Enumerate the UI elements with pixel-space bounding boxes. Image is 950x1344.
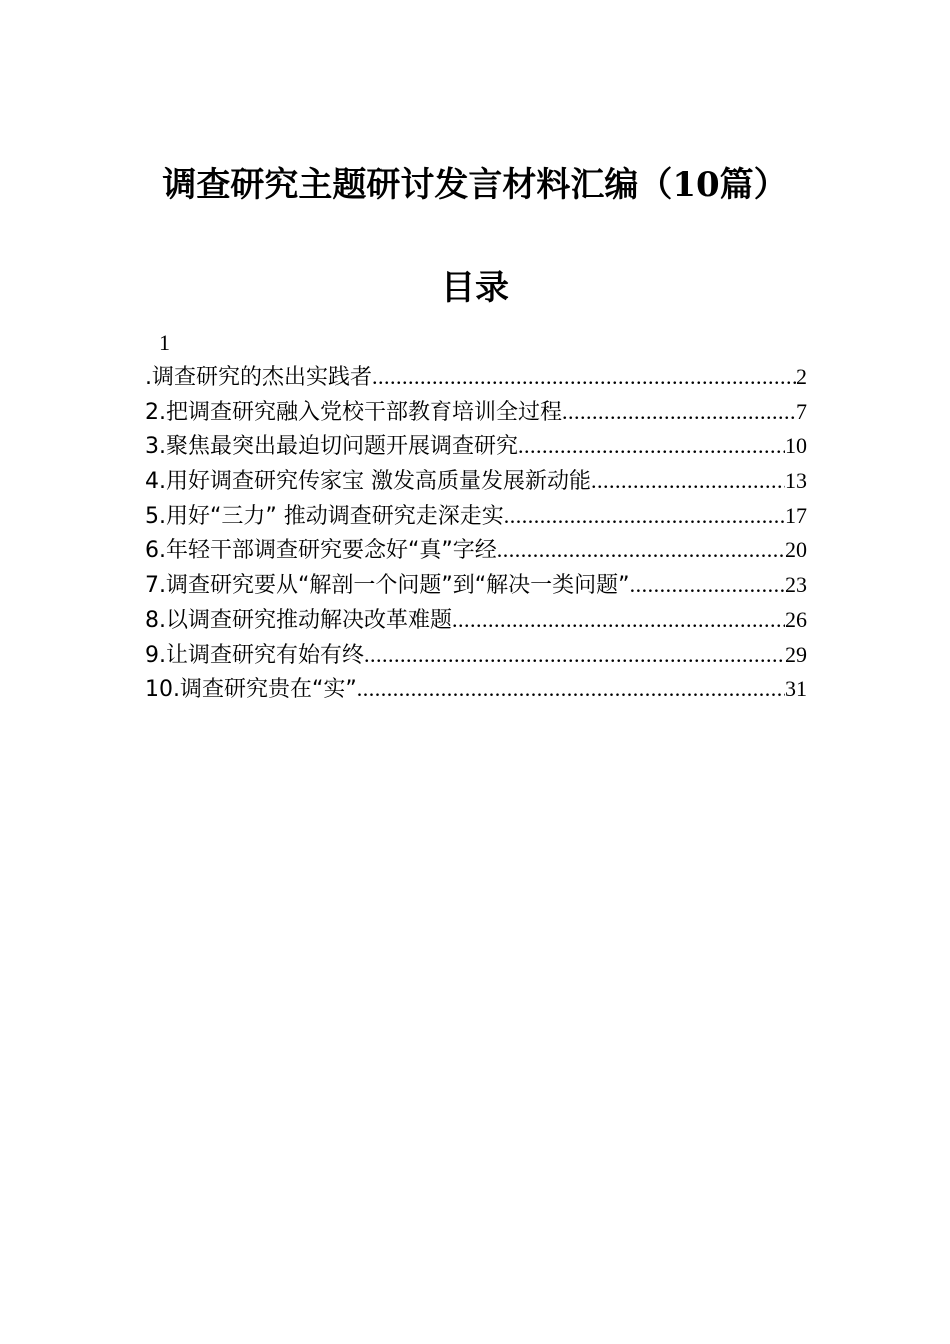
toc-entry-title: 2.把调查研究融入党校干部教育培训全过程 — [145, 399, 562, 425]
toc-entry-title: 7.调查研究要从“解剖一个问题”到“解决一类问题” — [145, 573, 630, 599]
toc-entry-title: 6.年轻干部调查研究要念好“真”字经 — [145, 538, 497, 564]
toc-entry-page: 2 — [796, 364, 807, 389]
toc-entry-title: 4.用好调查研究传家宝 激发高质量发展新动能 — [145, 469, 591, 495]
toc-leader-dots — [357, 672, 785, 707]
toc-entry[interactable] — [145, 395, 807, 430]
toc-leader-dots — [364, 638, 785, 673]
toc-entry-page: 17 — [785, 502, 807, 528]
toc-entry-page: 26 — [785, 606, 807, 632]
toc-leader-dots — [497, 533, 785, 568]
toc-entry-page: 7 — [796, 398, 807, 424]
toc-entry-title: 8.以调查研究推动解决改革难题 — [145, 607, 452, 633]
table-of-contents — [145, 326, 807, 707]
toc-leader-dots — [591, 464, 785, 499]
toc-leader-dots — [630, 568, 785, 603]
toc-leader-dots — [452, 603, 785, 638]
toc-entry-page: 10 — [785, 433, 807, 459]
toc-entry[interactable] — [145, 533, 807, 568]
toc-first-item-number: 1 — [159, 330, 170, 355]
toc-leader-dots — [504, 499, 785, 534]
toc-entry-page: 29 — [785, 641, 807, 667]
toc-entry[interactable] — [145, 360, 807, 395]
toc-entry[interactable] — [145, 429, 807, 464]
toc-entry-page: 13 — [785, 468, 807, 494]
toc-leader-dots — [372, 360, 796, 395]
toc-entry[interactable] — [145, 603, 807, 638]
toc-entry[interactable] — [145, 638, 807, 673]
toc-entry[interactable] — [145, 672, 807, 707]
toc-heading: 目录 — [441, 268, 509, 308]
toc-entry-title: 3.聚焦最突出最迫切问题开展调查研究 — [145, 434, 518, 460]
toc-entry-title: 10.调查研究贵在“实” — [145, 677, 357, 703]
toc-leader-dots — [562, 395, 796, 430]
toc-entry-title: .调查研究的杰出实践者 — [145, 365, 372, 390]
toc-entry-page: 23 — [785, 572, 807, 598]
toc-entry[interactable] — [145, 568, 807, 603]
toc-entry[interactable] — [145, 464, 807, 499]
toc-entry-title: 9.让调查研究有始有终 — [145, 642, 364, 668]
toc-entry-page: 20 — [785, 537, 807, 563]
document-title: 调查研究主题研讨发言材料汇编（10篇） — [162, 165, 788, 205]
toc-entry-page: 31 — [785, 676, 807, 702]
toc-entry[interactable] — [145, 499, 807, 534]
toc-leader-dots — [518, 429, 785, 464]
toc-entry-title: 5.用好“三力” 推动调查研究走深走实 — [145, 503, 504, 529]
